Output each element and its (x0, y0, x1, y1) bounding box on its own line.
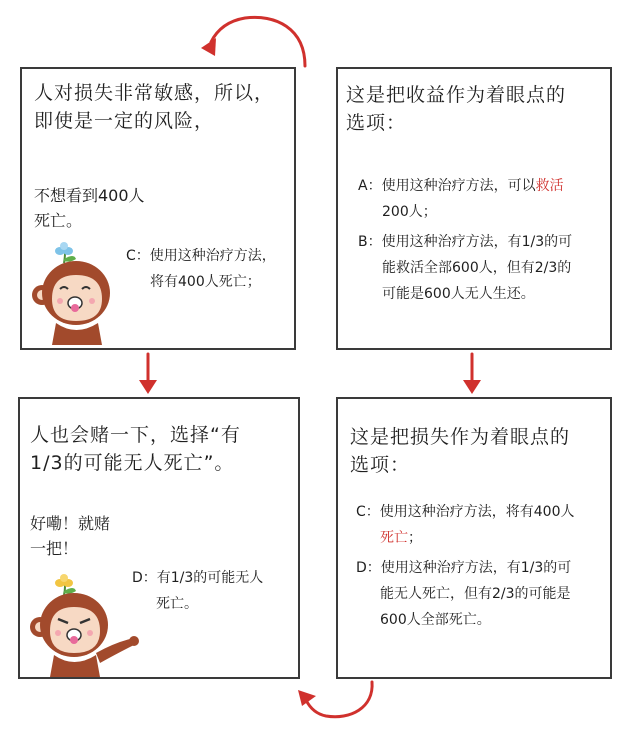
option-line: 能救活全部600人，但有2/3的 (382, 260, 572, 276)
down-arrow-left (136, 352, 160, 396)
heading-line: 选项： (346, 112, 407, 134)
option-line: B：使用这种治疗方法，有1/3的可 (358, 234, 573, 250)
monkey-speech (34, 183, 145, 233)
option-text: A：使用这种治疗方法，可以 (358, 178, 536, 194)
option-line: 可能是600人无人生还。 (382, 286, 535, 302)
heading-line: 这是把收益作为着眼点的 (346, 84, 567, 106)
speech-line: 死亡。 (34, 211, 83, 230)
option-line: 死亡。 (156, 596, 198, 612)
highlight-death: 死亡 (380, 530, 408, 546)
heading-line: 1/3的可能无人死亡”。 (30, 452, 235, 474)
down-arrow-right (460, 352, 484, 396)
panel-heading (346, 81, 566, 137)
option-line: D：有1/3的可能无人 (132, 570, 264, 586)
option-text: ； (408, 530, 422, 546)
top-curved-arrow (195, 8, 320, 70)
option-line: 200人； (382, 204, 437, 220)
panel-gain-options (336, 67, 612, 350)
panel-heading (30, 421, 241, 477)
panel-loss-sensitivity (20, 67, 296, 350)
option-line: 能无人死亡，但有2/3的可能是 (380, 586, 571, 602)
option-b (358, 229, 572, 307)
option-line (356, 525, 575, 551)
panel-gamble (18, 397, 300, 679)
panel-heading (34, 79, 274, 135)
option-line: C：使用这种治疗方法， (126, 248, 276, 264)
option-d (132, 565, 263, 617)
panel-loss-options (336, 397, 612, 679)
bottom-curved-arrow (290, 678, 390, 726)
highlight-save: 救活 (535, 178, 564, 194)
speech-line: 不想看到400人 (34, 186, 145, 205)
option-line: C：使用这种治疗方法，将有400人 (356, 504, 575, 520)
monkey-smiling-icon (30, 241, 126, 345)
speech-line: 好嘞！就赌 (30, 514, 111, 533)
option-line: D：使用这种治疗方法，有1/3的可 (356, 560, 572, 576)
heading-line: 这是把损失作为着眼点的 (350, 426, 571, 448)
option-line: 600人全部死亡。 (380, 612, 491, 628)
option-a (358, 173, 564, 225)
option-line (358, 173, 564, 199)
option-d (356, 555, 571, 633)
heading-line: 人也会赌一下，选择“有 (30, 424, 241, 446)
option-line: 将有400人死亡； (150, 274, 261, 290)
option-c (356, 499, 575, 551)
option-c (126, 243, 276, 295)
panel-heading (350, 423, 570, 479)
speech-line: 一把！ (30, 539, 79, 558)
heading-line: 即使是一定的风险， (34, 110, 215, 132)
heading-line: 人对损失非常敏感，所以， (34, 82, 275, 104)
heading-line: 选项： (350, 454, 411, 476)
monkey-pointing-icon (30, 573, 142, 677)
monkey-speech (30, 511, 110, 561)
